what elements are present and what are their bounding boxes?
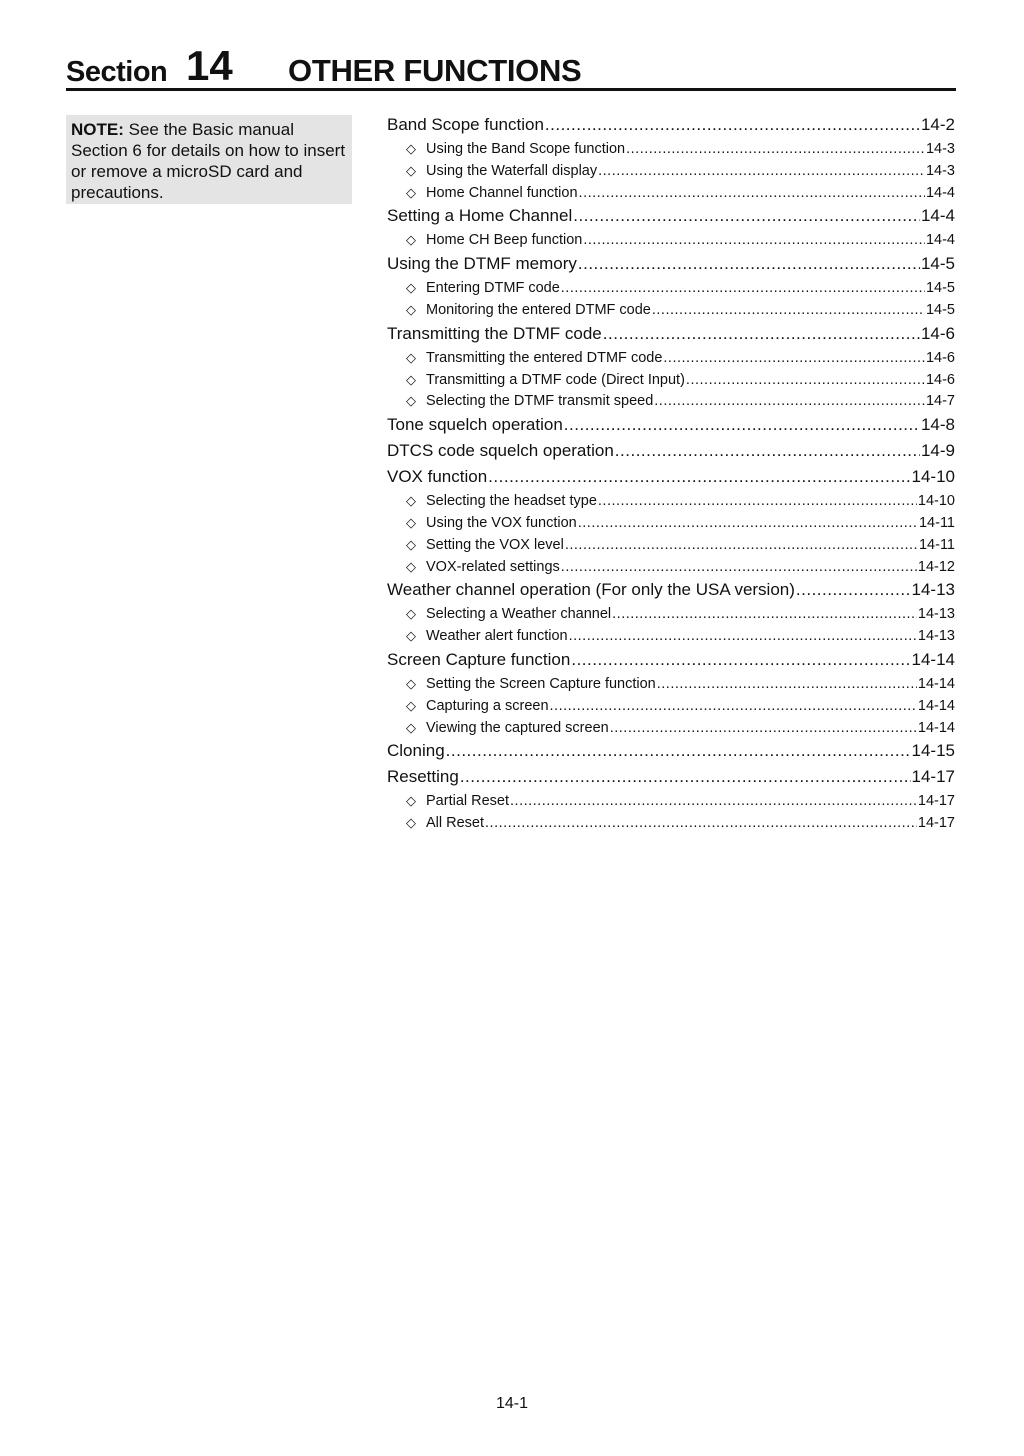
toc-entry-label: Weather alert function [426,628,568,645]
dot-leader [561,278,925,299]
dot-leader [598,161,925,182]
toc-entry-label: Selecting the headset type [426,493,597,510]
toc-entry-label: VOX function [387,467,488,487]
toc-subentry[interactable] [387,512,955,534]
dot-leader [446,738,911,764]
toc-entry-page: 14-6 [920,323,955,343]
diamond-outline-icon: ◇ [406,675,416,691]
toc-entry[interactable] [387,464,955,490]
toc-subentry[interactable] [387,182,955,204]
toc-entry-page: 14-10 [917,493,955,510]
toc-entry-page: 14-4 [925,232,955,249]
toc-entry-page: 14-11 [918,514,955,531]
toc-entry-page: 14-3 [925,141,955,157]
section-title: OTHER FUNCTIONS [288,53,582,88]
toc-subentry[interactable] [387,603,955,625]
toc-subentry[interactable] [387,369,955,391]
dot-leader [686,370,925,391]
toc-subentry[interactable] [387,673,955,695]
dot-leader [485,813,917,834]
toc-entry-label: Weather channel operation (For only the USA version) [387,580,795,600]
toc-entry-page: 14-15 [911,741,955,761]
toc-entry-label: Using the VOX function [426,514,577,531]
toc-entry-page: 14-9 [920,441,955,461]
toc-entry-page: 14-2 [920,115,955,134]
toc-subentry[interactable] [387,299,955,321]
toc-entry-page: 14-5 [925,301,955,318]
toc-entry-page: 14-13 [917,606,955,623]
diamond-outline-icon: ◇ [406,815,416,831]
dot-leader [569,626,917,647]
toc-entry-label: Transmitting a DTMF code (Direct Input) [426,371,685,388]
toc-entry-label: Partial Reset [426,793,510,810]
toc-entry-page: 14-14 [911,649,955,669]
diamond-outline-icon: ◇ [406,371,416,387]
toc-entry-page: 14-17 [917,815,955,832]
toc-entry-label: Resetting [387,767,459,787]
dot-leader [571,647,910,673]
toc-subentry[interactable] [387,277,955,299]
dot-leader [626,139,925,160]
toc-entry-label: Viewing the captured screen [426,719,609,736]
toc-subentry[interactable] [387,160,955,182]
diamond-outline-icon: ◇ [406,301,416,317]
dot-leader [578,513,918,534]
toc-subentry[interactable] [387,625,955,647]
toc-entry-page: 14-8 [920,415,955,435]
dot-leader [663,348,925,369]
toc-entry-page: 14-6 [925,349,955,366]
toc-entry-label: Using the Waterfall display [426,162,598,179]
toc-entry-label: Selecting a Weather channel [426,606,612,623]
toc-entry-label: Home CH Beep function [426,232,583,249]
toc-subentry[interactable] [387,347,955,369]
note-box [66,115,352,204]
dot-leader [652,300,925,321]
toc-entry-label: Capturing a screen [426,697,549,714]
dot-leader [545,112,920,138]
toc-entry-page: 14-14 [917,719,955,736]
dot-leader [603,321,920,347]
toc-entry-label: Transmitting the entered DTMF code [426,349,663,366]
diamond-outline-icon: ◇ [406,232,416,248]
toc-entry-label: Using the DTMF memory [387,254,577,274]
toc-subentry[interactable] [387,490,955,512]
toc-entry-label: Cloning [387,741,445,761]
toc-subentry[interactable] [387,790,955,812]
dot-leader [550,696,917,717]
toc-entry-page: 14-7 [925,393,955,410]
toc-entry-label: Monitoring the entered DTMF code [426,301,651,318]
section-number: 14 [186,42,233,89]
toc-entry-page: 14-4 [925,184,955,201]
toc-entry-page: 14-17 [911,767,955,787]
toc-entry-page: 14-14 [917,697,955,714]
toc-entry-label: Setting the Screen Capture function [426,675,656,692]
section-header [66,42,956,91]
table-of-contents [387,112,955,834]
toc-entry-page: 14-13 [917,628,955,645]
toc-entry[interactable] [387,764,955,790]
section-label: Section [66,56,168,88]
toc-subentry[interactable] [387,556,955,578]
dot-leader [583,230,925,251]
diamond-outline-icon: ◇ [406,697,416,713]
toc-entry-page: 14-13 [911,580,955,600]
dot-leader [573,203,920,229]
page-number: 14-1 [495,1395,529,1412]
toc-subentry[interactable] [387,138,955,160]
dot-leader [612,604,917,625]
toc-entry[interactable] [387,577,955,603]
dot-leader [657,674,917,695]
diamond-outline-icon: ◇ [406,558,416,574]
toc-entry[interactable] [387,438,955,464]
toc-entry-label: Entering DTMF code [426,280,560,297]
diamond-outline-icon: ◇ [406,393,416,409]
toc-entry-label: Tone squelch operation [387,415,563,435]
toc-entry[interactable] [387,647,955,673]
toc-entry-page: 14-10 [911,467,955,487]
toc-subentry[interactable] [387,717,955,739]
toc-entry-page: 14-14 [917,675,955,692]
diamond-outline-icon: ◇ [406,628,416,644]
toc-entry-page: 14-3 [925,162,955,179]
diamond-outline-icon: ◇ [406,141,416,156]
toc-entry[interactable] [387,112,955,138]
toc-entry-label: Setting the VOX level [426,536,564,553]
toc-entry-page: 14-6 [925,371,955,388]
toc-entry-label: Home Channel function [426,184,578,201]
toc-entry[interactable] [387,412,955,438]
diamond-outline-icon: ◇ [406,280,416,296]
dot-leader [510,791,917,812]
toc-entry-label: Band Scope function [387,115,544,134]
dot-leader [564,412,920,438]
toc-entry-label: VOX-related settings [426,558,560,575]
toc-entry-label: DTCS code squelch operation [387,441,614,461]
toc-entry-page: 14-11 [918,536,955,553]
diamond-outline-icon: ◇ [406,793,416,809]
toc-entry[interactable] [387,321,955,347]
toc-entry-page: 14-17 [917,793,955,810]
diamond-outline-icon: ◇ [406,349,416,365]
dot-leader [598,491,917,512]
note-label: NOTE: [71,120,124,139]
toc-subentry[interactable] [387,390,955,412]
note-text: See the Basic manual Section 6 for details on how to insert or remove a microSD card and precautions. [71,120,346,202]
dot-leader [488,464,910,490]
diamond-outline-icon: ◇ [406,514,416,530]
toc-entry-page: 14-4 [920,206,955,226]
toc-entry-label: Transmitting the DTMF code [387,323,602,343]
toc-subentry[interactable] [387,812,955,834]
dot-leader [796,577,911,603]
toc-subentry[interactable] [387,229,955,251]
toc-entry-label: Screen Capture function [387,649,571,669]
dot-leader [615,438,920,464]
toc-entry[interactable] [387,203,955,229]
diamond-outline-icon: ◇ [406,184,416,200]
diamond-outline-icon: ◇ [406,536,416,552]
dot-leader [561,557,917,578]
dot-leader [578,251,920,277]
toc-entry[interactable] [387,738,955,764]
toc-entry-page: 14-12 [917,558,955,575]
toc-entry-label: Setting a Home Channel [387,206,573,226]
toc-entry-page: 14-5 [925,280,955,297]
toc-entry-label: Using the Band Scope function [426,141,626,157]
diamond-outline-icon: ◇ [406,719,416,735]
dot-leader [654,391,925,412]
toc-entry-label: All Reset [426,815,485,832]
diamond-outline-icon: ◇ [406,162,416,178]
dot-leader [565,535,918,556]
dot-leader [460,764,911,790]
toc-subentry[interactable] [387,695,955,717]
diamond-outline-icon: ◇ [406,493,416,509]
toc-entry[interactable] [387,251,955,277]
toc-subentry[interactable] [387,534,955,556]
toc-entry-page: 14-5 [920,254,955,274]
toc-entry-label: Selecting the DTMF transmit speed [426,393,654,410]
dot-leader [579,183,925,204]
dot-leader [610,718,917,739]
diamond-outline-icon: ◇ [406,606,416,622]
